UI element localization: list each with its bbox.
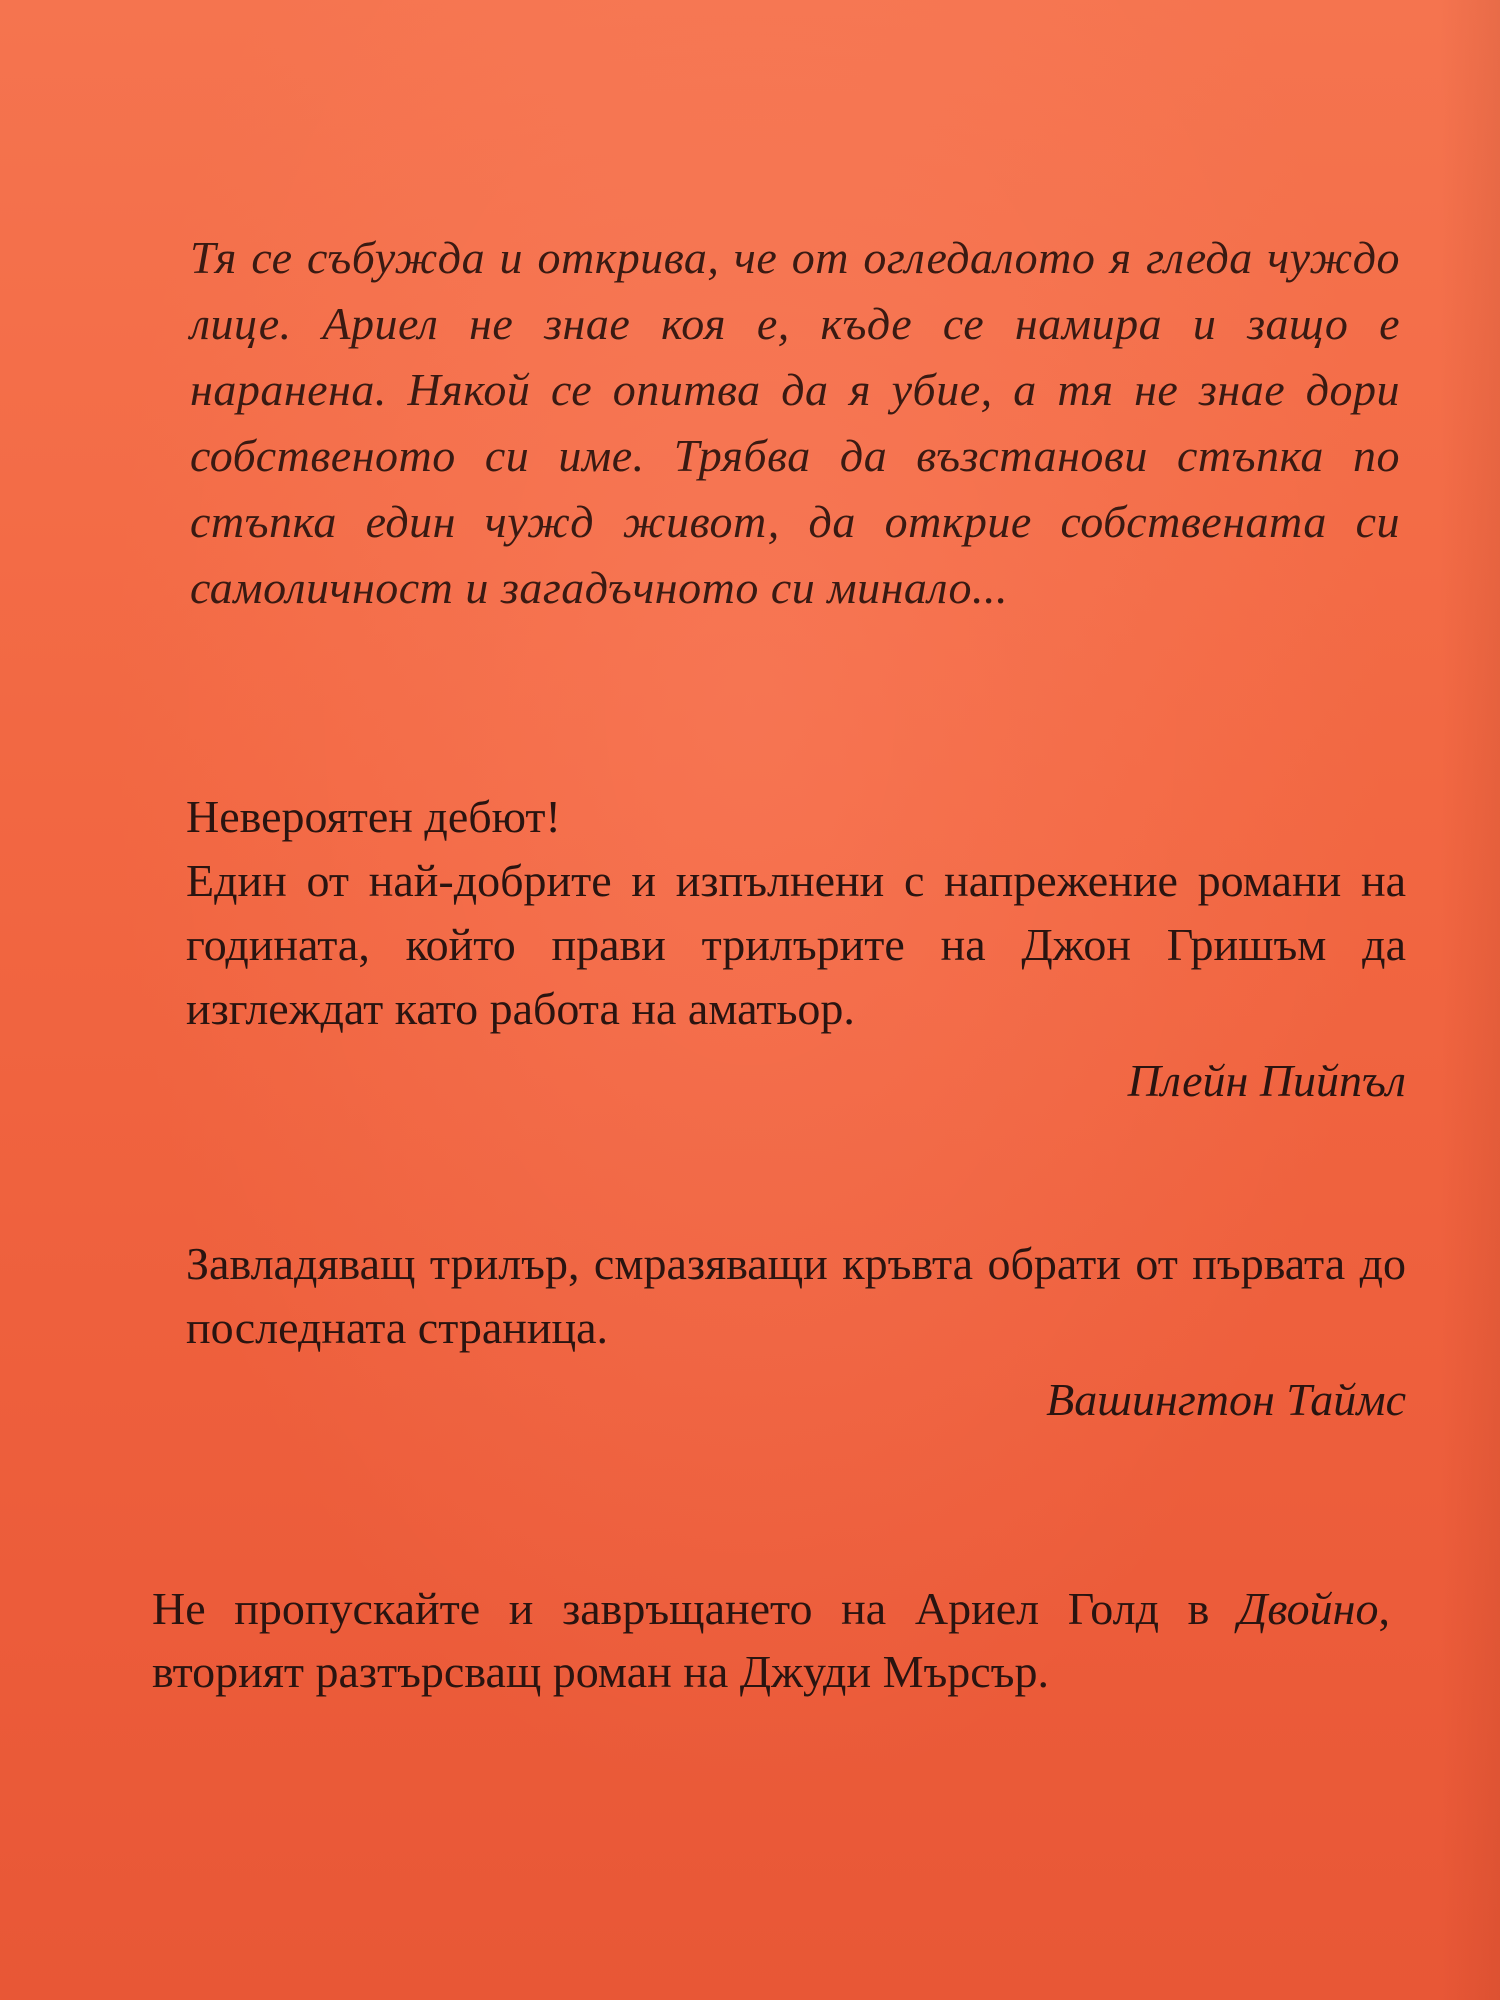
synopsis-blurb: Тя се събужда и открива, че от огледалото я гледа чуждо лице. Ариел не знае коя е, къде се намира и защо е наранена. Някой се опитва да я убие, а тя не знае дори собственото си име. Трябва да възстанови стъпка по стъпка един чужд живот, да открие собствената си самоличност и загадъчното си минало...	[190, 232, 1400, 613]
review-source: Вашингтон Таймс	[1046, 1374, 1406, 1425]
review-quote-1	[186, 785, 1406, 1113]
review-text: Завладяващ трилър, смразяващи кръвта обрати от първата до последната страница.	[186, 1238, 1406, 1353]
review-source: Плейн Пийпъл	[1127, 1055, 1406, 1106]
sequel-teaser	[152, 1577, 1390, 1703]
sequel-title: Двойно	[1238, 1583, 1379, 1634]
teaser-text-before: Не пропускайте и завръщането на Ариел Голд в	[152, 1583, 1239, 1634]
review-text: Един от най-добрите и изпълнени с напрежение романи на годината, който прави трилърите на Джон Гришъм да изглеждат като работа на аматьор.	[186, 855, 1406, 1034]
cover-edge-shadow	[1440, 0, 1500, 2000]
review-headline: Невероятен дебют!	[186, 791, 561, 842]
teaser-text-after: , вторият разтърсващ роман на Джуди Мърсър.	[152, 1583, 1390, 1697]
review-quote-2	[186, 1232, 1406, 1432]
